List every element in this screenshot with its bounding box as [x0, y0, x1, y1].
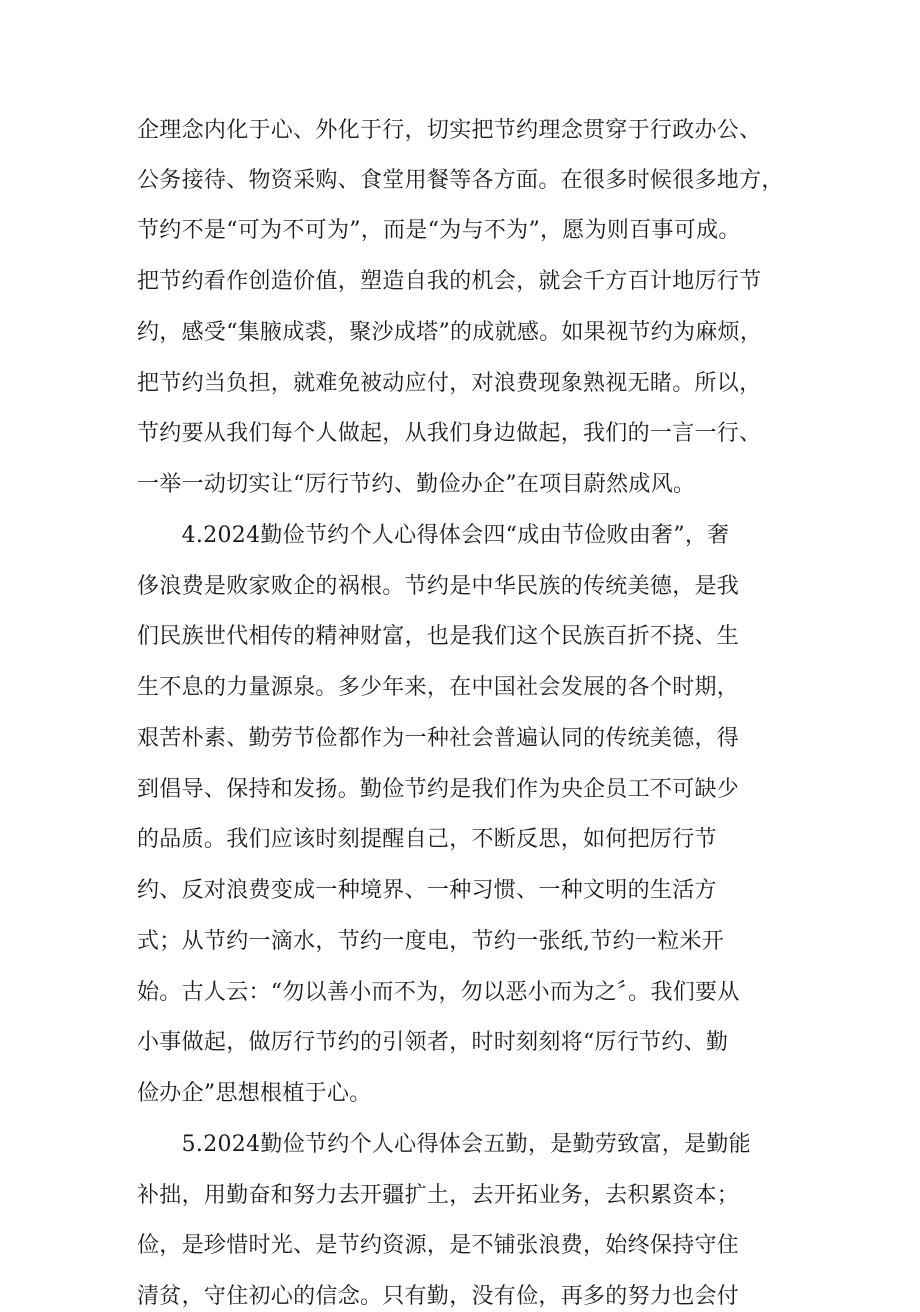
text-line: 侈浪费是败家败企的祸根。节约是中华民族的传统美德，是我 — [137, 574, 740, 599]
text-line: 小事做起，做厉行节约的引领者，时时刻刻将“厉行节约、勤 — [137, 1030, 729, 1055]
section-heading-4: 4.2024勤俭节约个人心得体会四“成由节俭败由奢”，奢 — [137, 523, 730, 548]
text-line: 把节约看作创造价值，塑造自我的机会，就会千方百计地厉行节 — [137, 269, 762, 294]
text-line: 始。古人云：“勿以善小而不为，勿以恶小而为之〞。我们要从 — [137, 980, 740, 1005]
text-line: 式；从节约一滴水，节约一度电，节约一张纸,节约一粒米开 — [137, 929, 725, 954]
text-line: 的品质。我们应该时刻提醒自己，不断反思，如何把厉行节 — [137, 827, 717, 852]
section-heading-5: 5.2024勤俭节约个人心得体会五勤，是勤劳致富，是勤能 — [137, 1132, 751, 1157]
text-line: 约，感受“集腋成裘，聚沙成塔”的成就感。如果视节约为麻烦， — [137, 320, 763, 345]
text-line: 把节约当负担，就难免被动应付，对浪费现象熟视无睹。所以， — [137, 371, 762, 396]
text-line: 节约要从我们每个人做起，从我们身边做起，我们的一言一行、 — [137, 421, 762, 446]
text-line: 俭办企”思想根植于心。 — [137, 1081, 372, 1106]
text-line: 艰苦朴素、勤劳节俭都作为一种社会普遍认同的传统美德，得 — [137, 726, 740, 751]
text-line: 节约不是“可为不可为”，而是“为与不为”，愿为则百事可成。 — [137, 218, 741, 243]
text-line: 俭，是珍惜时光、是节约资源，是不铺张浪费，始终保持守住 — [137, 1233, 740, 1258]
text-line: 公务接待、物资采购、食堂用餐等各方面。在很多时候很多地方， — [137, 168, 784, 193]
text-line: 补拙，用勤奋和努力去开疆扩土，去开拓业务，去积累资本； — [137, 1183, 740, 1208]
text-line: 到倡导、保持和发扬。勤俭节约是我们作为央企员工不可缺少 — [137, 777, 740, 802]
text-line: 企理念内化于心、外化于行，切实把节约理念贯穿于行政办公、 — [137, 118, 762, 143]
text-line: 清贫，守住初心的信念。只有勤，没有俭，再多的努力也会付 — [137, 1284, 740, 1309]
text-line: 生不息的力量源泉。多少年来，在中国社会发展的各个时期， — [137, 675, 740, 700]
text-line: 约、反对浪费变成一种境界、一种习惯、一种文明的生活方 — [137, 878, 717, 903]
text-line: 们民族世代相传的精神财富，也是我们这个民族百折不挠、生 — [137, 624, 740, 649]
text-line: 一举一动切实让“厉行节约、勤俭办企”在项目蔚然成风。 — [137, 472, 696, 497]
